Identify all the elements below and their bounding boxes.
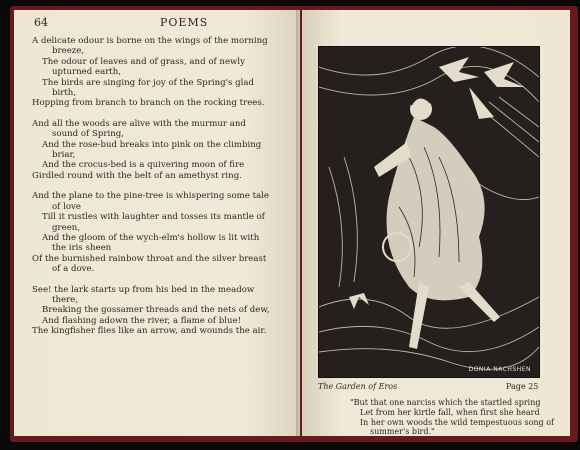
illustration-plate [318, 46, 540, 378]
quote-line: "But that one narciss which the startled spring [350, 398, 541, 407]
poem-line: of a dove. [52, 264, 95, 275]
poem-line: The birds are singing for joy of the Spring's glad [42, 77, 255, 88]
poem-line: sound of Spring, [52, 129, 124, 140]
running-head: POEMS [160, 16, 209, 29]
poem-line: And flashing adown the river, a flame of blue! [42, 315, 242, 326]
poem-stanza [32, 36, 294, 109]
illustration-caption: The Garden of Eros [318, 382, 398, 391]
poem-line: birth, [52, 88, 77, 99]
poem-line: Till it rustles with laughter and tosses its mantle of [42, 212, 265, 223]
poem-line: of love [52, 201, 81, 212]
artist-signature: DONIA NACHSHEN [468, 366, 531, 373]
poem-line: And the plane to the pine-tree is whispering some tale [32, 191, 270, 202]
woodcut-illustration [319, 47, 539, 377]
poem-stanza [32, 191, 294, 274]
poem-line: there, [52, 294, 78, 305]
poem-stanza [32, 119, 294, 181]
poem-stanza [32, 285, 294, 337]
poem-line: See! the lark starts up from his bed in the meadow [32, 284, 255, 295]
poem-line: And all the woods are alive with the murmur and [32, 118, 246, 129]
poem-line: Breaking the gossamer threads and the nets of dew, [42, 305, 270, 316]
right-page [302, 10, 570, 436]
poem-line: the iris sheen [52, 243, 112, 254]
poem-line: The odour of leaves and of grass, and of newly [42, 56, 245, 67]
poem-line: A delicate odour is borne on the wings of the morning [32, 36, 268, 46]
quote-line: In her own woods the wild tempestuous song of [360, 417, 554, 427]
poem-line: And the crocus-bed is a quivering moon of fire [42, 160, 245, 171]
caption-quote [350, 398, 560, 436]
poem-line: Hopping from branch to branch on the rocking trees. [32, 98, 265, 109]
poem-line: And the rose-bud breaks into pink on the climbing [42, 139, 262, 150]
page-number: 64 [34, 16, 48, 29]
poem-line: green, [52, 222, 81, 233]
left-page [14, 10, 300, 436]
poem-line: Girdled round with the belt of an amethyst ring. [32, 170, 242, 181]
poem-line: Of the burnished rainbow throat and the silver breast [32, 253, 267, 264]
quote-line: summer's bird." [370, 427, 435, 436]
poem-line: The kingfisher flies like an arrow, and wounds the air. [32, 326, 267, 337]
caption-page-reference: Page 25 [506, 382, 539, 391]
poem-text [32, 36, 294, 347]
quote-line: Let from her kirtle fall, when first she heard [360, 407, 540, 417]
poem-line: briar, [52, 150, 76, 161]
poem-line: And the gloom of the wych-elm's hollow is lit with [42, 232, 260, 243]
poem-line: breeze, [52, 46, 85, 57]
poem-line: upturned earth, [52, 67, 122, 78]
